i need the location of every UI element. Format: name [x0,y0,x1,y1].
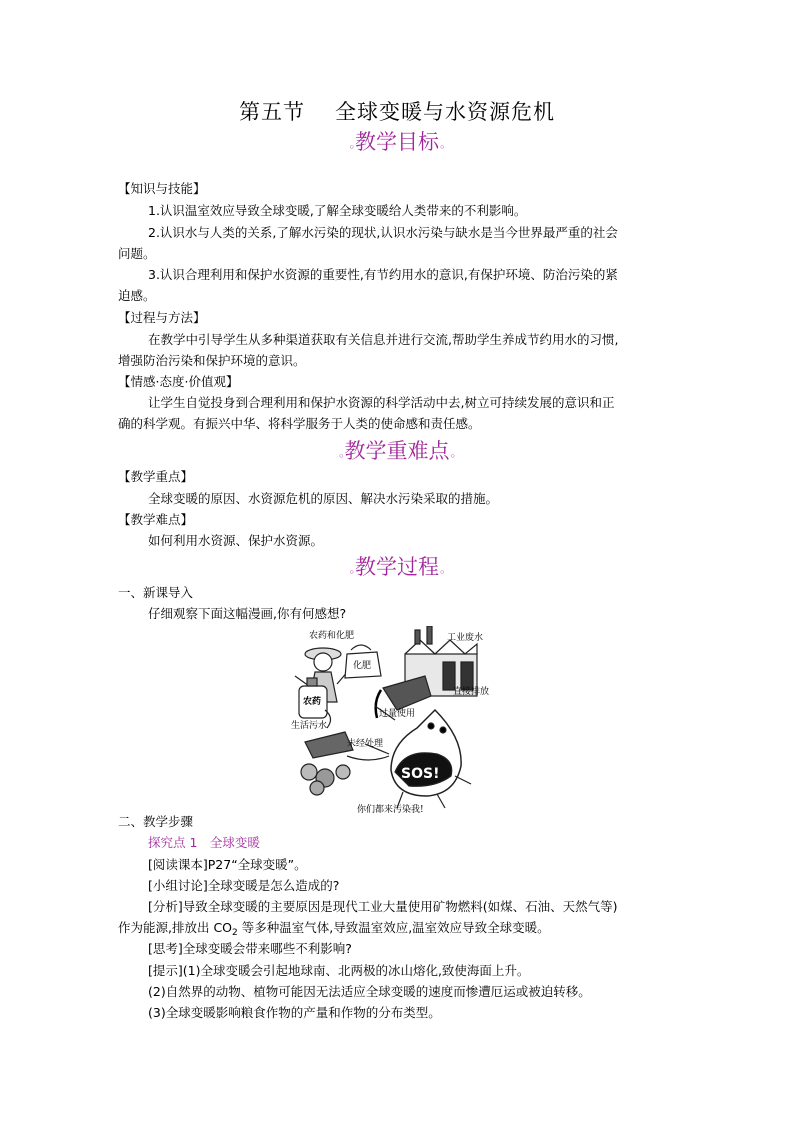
hint-3: (3)全球变暖影响粮食作物的产量和作物的分布类型。 [148,1005,441,1020]
emotion-header: 【情感·态度·价值观】 [118,374,239,389]
cartoon-label-pesticide-fertilizer: 农药和化肥 [309,631,355,641]
cartoon-label-domestic-sewage: 生活污水 [291,721,328,731]
cartoon-label-industrial-waste: 工业废水 [447,633,484,643]
process-method-text: 在教学中引导学生从多种渠道获取有关信息并进行交流,帮助学生养成节约用水的习惯, [148,332,619,347]
hint-2: (2)自然界的动物、植物可能因无法适应全球变暖的速度而惨遭厄运或被迫转移。 [148,984,591,999]
water-drop-icon [391,710,471,808]
knowledge-item-1: 1.认识温室效应导致全球变暖,了解全球变暖给人类带来的不利影响。 [148,203,527,218]
difficulty-text: 如何利用水资源、保护水资源。 [148,533,324,548]
section-heading-process: ◦教学过程◦ [348,555,446,579]
cartoon-label-untreated: 未经处理 [347,739,384,749]
cartoon-label-pesticide: 农药 [303,697,322,707]
emotion-text: 让学生自觉投身到合理利用和保护水资源的科学活动中去,树立可持续发展的意识和正 [148,395,615,410]
knowledge-item-3-cont: 迫感。 [118,288,156,303]
analysis-text-cont: 作为能源,排放出 $CO_2$ 等多种温室气体,导致温室效应,温室效应导致全球变暖。 [118,920,550,938]
steps-header: 二、教学步骤 [118,814,194,829]
intro-header: 一、新课导入 [118,585,194,600]
hint-1: [提示](1)全球变暖会引起地球南、北两极的冰山熔化,致使海面上升。 [148,963,530,978]
title-topic: 全球变暖与水资源危机 [335,100,555,124]
inquiry-point-1: 探究点 1 全球变暖 [148,835,260,850]
page-title [0,96,794,126]
knowledge-item-3: 3.认识合理利用和保护水资源的重要性,有节约用水的意识,有保护环境、防治污染的紧 [148,267,618,282]
read-textbook: [阅读课本]P27“全球变暖”。 [148,857,307,872]
intro-question: 仔细观察下面这幅漫画,你有何感想? [148,606,347,621]
section-heading-goals: ◦教学目标◦ [348,130,446,154]
title-section-number: 第五节 [239,100,305,124]
think-question: [思考]全球变暖会带来哪些不利影响? [148,941,352,956]
analysis-text: [分析]导致全球变暖的主要原因是现代工业大量使用矿物燃料(如煤、石油、天然气等) [148,899,618,914]
knowledge-header: 【知识与技能】 [118,181,206,196]
focus-text: 全球变暖的原因、水资源危机的原因、解决水污染采取的措施。 [148,491,499,506]
emotion-text-cont: 确的科学观。有振兴中华、将科学服务于人类的使命感和责任感。 [118,416,481,431]
knowledge-item-2: 2.认识水与人类的关系,了解水污染的现状,认识水污染与缺水是当今世界最严重的社会 [148,225,618,240]
cartoon-label-sos: SOS! [401,766,440,782]
focus-header: 【教学重点】 [118,469,194,484]
difficulty-header: 【教学难点】 [118,512,194,527]
cartoon-label-fertilizer: 化肥 [353,661,372,671]
knowledge-item-2-cont: 问题。 [118,246,156,261]
process-method-text-cont: 增强防治污染和保护环境的意识。 [118,353,306,368]
cartoon-label-direct-discharge: 直接排放 [453,687,490,697]
cartoon-label-overuse: 过量使用 [379,709,416,719]
section-heading-keypoints: ◦教学重难点◦ [338,439,456,463]
pollution-cartoon [285,626,507,814]
group-discussion: [小组讨论]全球变暖是怎么造成的? [148,878,340,893]
process-method-header: 【过程与方法】 [118,310,206,325]
cartoon-caption: 你们都来污染我! [357,805,424,814]
